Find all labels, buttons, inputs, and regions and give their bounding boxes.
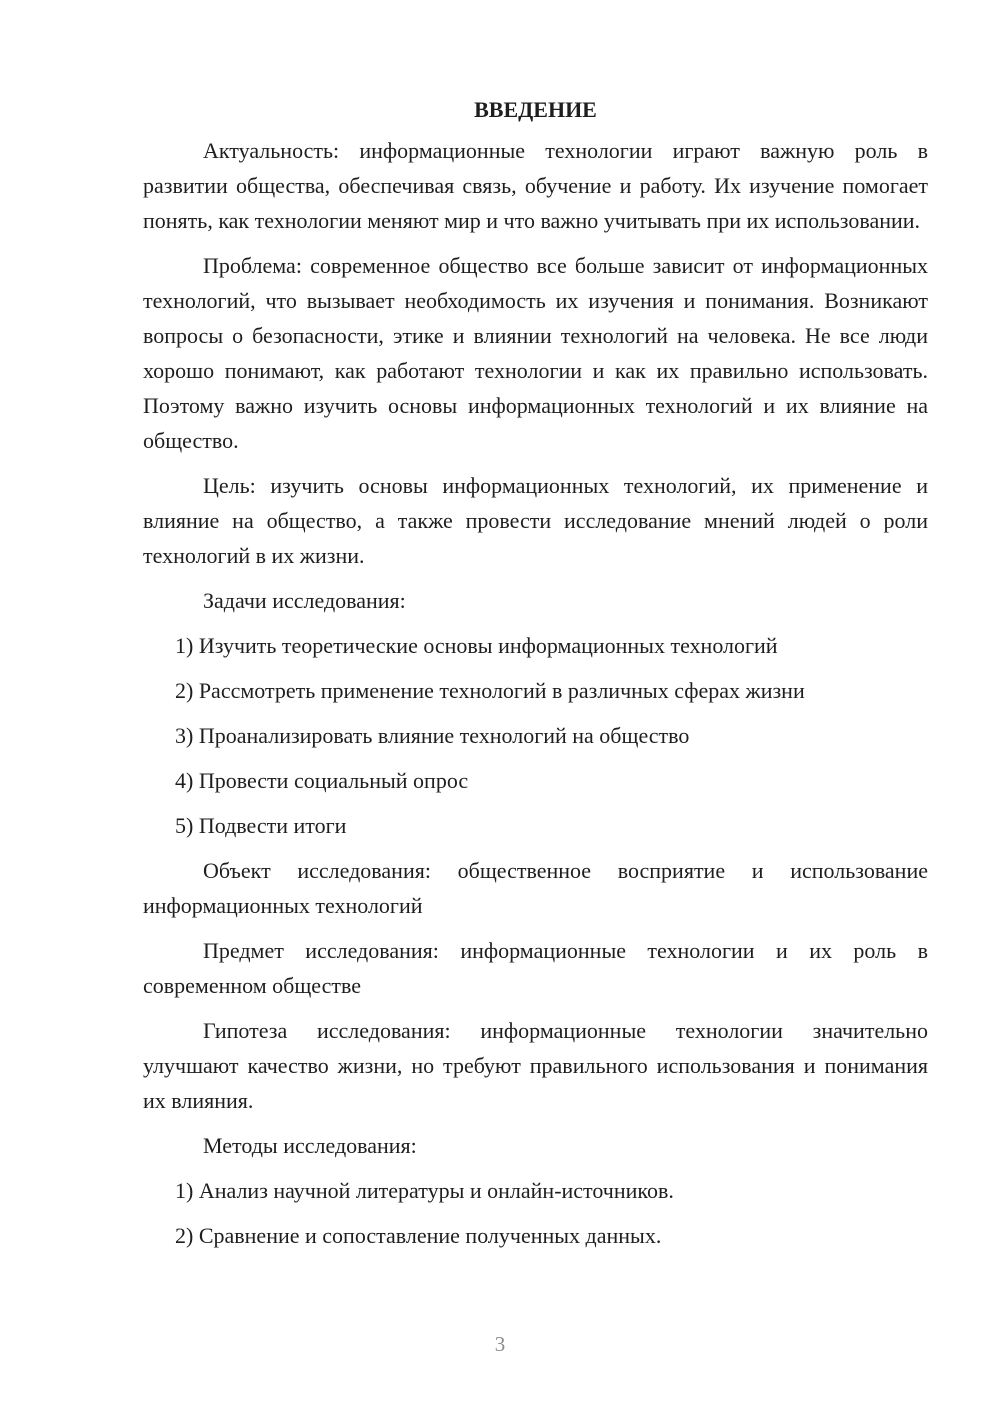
goal-paragraph: Цель: изучить основы информационных технологий, их применение и влияние на общество, а также провести исследование мнений людей о роли технологий в их жизни. (143, 473, 928, 568)
task-item: 5) Подвести итоги (175, 813, 347, 838)
method-item: 1) Анализ научной литературы и онлайн-источников. (175, 1178, 674, 1203)
object-paragraph: Объект исследования: общественное восприятие и использование информационных технологий (143, 858, 928, 918)
section-heading: ВВЕДЕНИЕ (474, 97, 597, 122)
subject-paragraph: Предмет исследования: информационные технологии и их роль в современном обществе (143, 938, 928, 998)
problem-paragraph: Проблема: современное общество все больше зависит от информационных технологий, что вызывает необходимость их изучения и понимания. Возникают вопросы о безопасности, этике и влиянии технологий на человека. Не все люди хорошо понимают, как работают технологии и как их правильно использовать. Поэтому важно изучить основы информационных технологий и их влияние на общество. (143, 253, 928, 453)
task-item: 2) Рассмотреть применение технологий в различных сферах жизни (175, 678, 805, 703)
tasks-label: Задачи исследования: (203, 588, 406, 613)
hypothesis-paragraph: Гипотеза исследования: информационные технологии значительно улучшают качество жизни, но требуют правильного использования и понимания их влияния. (143, 1018, 928, 1113)
task-item: 3) Проанализировать влияние технологий на общество (175, 723, 690, 748)
methods-label: Методы исследования: (203, 1133, 417, 1158)
document-page (143, 92, 928, 1263)
page-number: 3 (494, 1332, 506, 1356)
task-item: 4) Провести социальный опрос (175, 768, 469, 793)
task-item: 1) Изучить теоретические основы информационных технологий (175, 633, 778, 658)
relevance-paragraph: Актуальность: информационные технологии играют важную роль в развитии общества, обеспечивая связь, обучение и работу. Их изучение помогает понять, как технологии меняют мир и что важно учитывать при их использовании. (143, 138, 928, 233)
method-item: 2) Сравнение и сопоставление полученных данных. (175, 1223, 662, 1248)
